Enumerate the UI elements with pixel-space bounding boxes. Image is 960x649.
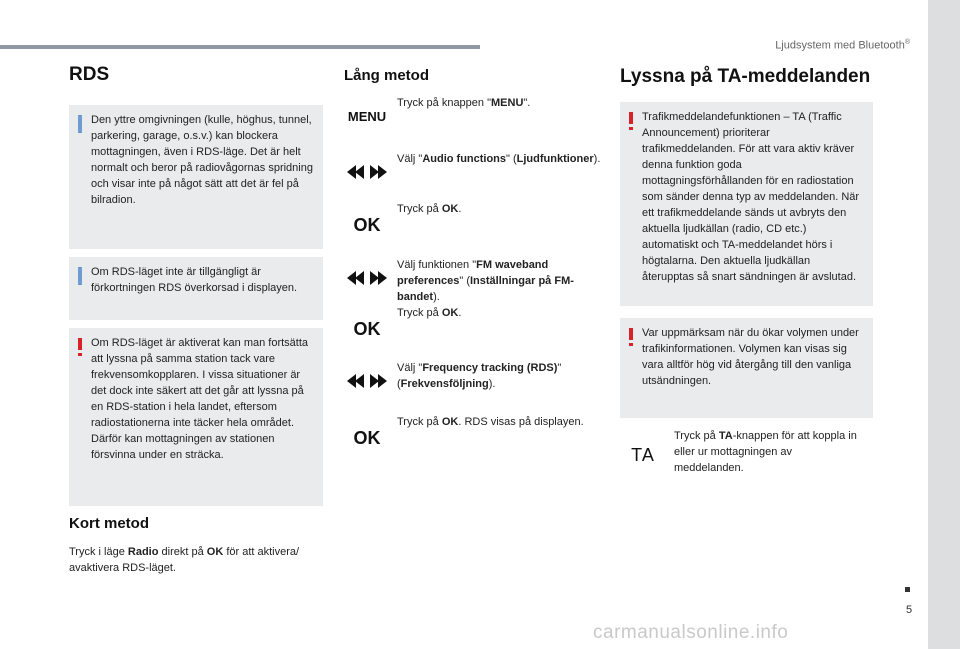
rds-heading: RDS bbox=[69, 64, 110, 85]
ta-heading: Lyssna på TA-meddelanden bbox=[620, 66, 871, 87]
lang-metod-heading: Lång metod bbox=[344, 67, 429, 84]
rds-info-box-1 bbox=[69, 105, 323, 249]
page-number: 5 bbox=[906, 604, 913, 616]
ta-key-icon: TA bbox=[631, 445, 655, 465]
step-menu bbox=[344, 95, 604, 145]
ta-warning-text-1: Trafikmeddelandefunktionen – TA (Traffic Announcement) prioriterar trafikmeddelanden. För att vara aktiv kräver denna funktion goda mottagningsförhållanden för en radiostation som sänder denna typ av meddelanden. När ett trafikmeddelande sänds ut avbryts den aktuella ljudkällan (radio, CD etc.) automatiskt och TA-meddelandet hörs i högtalarna. Den aktuella ljudkällan återupptas så snart sändningen är avslutad. bbox=[642, 111, 860, 283]
running-header: Ljudsystem med Bluetooth® bbox=[775, 39, 910, 52]
kort-metod-heading: Kort metod bbox=[69, 515, 149, 532]
rds-warning-box bbox=[69, 328, 323, 506]
step-text: Tryck på OK. bbox=[397, 203, 462, 215]
ta-warning-box-2 bbox=[620, 318, 873, 418]
menu-key-icon: MENU bbox=[347, 109, 387, 124]
info-icon bbox=[78, 115, 82, 133]
rds-warning-text: Om RDS-läget är aktiverat kan man fortsätta att lyssna på samma station tack vare frekvensomkopplaren. I vissa situationer är det dock inte säkert att det går att lyssna på en RDS-station i hela landet, eftersom radiostationerna inte täcker hela området. Därför kan mottagningen av stationen försvinna under en sträcka. bbox=[91, 337, 309, 461]
step-ok-1 bbox=[344, 201, 604, 251]
ta-warning-text-2: Var uppmärksam när du ökar volymen under trafikinformationen. Volymen kan visas sig vara alltför hög vid återgång till den vanliga utsändningen. bbox=[642, 327, 859, 387]
rds-info-text-1: Den yttre omgivningen (kulle, höghus, tunnel, parkering, garage, o.s.v.) kan blockera mottagningen, även i RDS-läge. Det är helt normalt och beror på radiovågornas spridning och visar inte på något sätt att det är fel på bilradion. bbox=[91, 114, 313, 206]
step-text: Välj funktionen "FM waveband preferences" (Inställningar på FM-bandet). bbox=[397, 259, 574, 303]
left-right-arrows-icon bbox=[344, 165, 390, 179]
step-text: Välj "Audio functions" (Ljudfunktioner). bbox=[397, 153, 601, 165]
step-fm-waveband bbox=[344, 257, 604, 307]
step-text: Tryck på OK. RDS visas på displayen. bbox=[397, 416, 584, 428]
ok-key-icon: OK bbox=[353, 428, 381, 448]
watermark: carmanualsonline.info bbox=[593, 622, 789, 643]
warning-icon bbox=[629, 328, 633, 346]
step-text: Tryck på OK. bbox=[397, 307, 462, 319]
warning-icon bbox=[78, 338, 82, 356]
step-text: Tryck på knappen "MENU". bbox=[397, 97, 531, 109]
page-marker bbox=[905, 587, 910, 592]
warning-icon bbox=[629, 112, 633, 130]
ta-step bbox=[620, 428, 873, 488]
step-frequency-tracking bbox=[344, 360, 604, 410]
ta-step-text: Tryck på TA-knappen för att koppla in eller ur mottagningen av meddelanden. bbox=[674, 430, 857, 474]
step-ok-3 bbox=[344, 414, 604, 464]
ok-key-icon: OK bbox=[353, 215, 381, 235]
info-icon bbox=[78, 267, 82, 285]
step-audio-functions bbox=[344, 151, 604, 201]
ta-warning-box-1 bbox=[620, 102, 873, 306]
kort-metod-text: Tryck i läge Radio direkt på OK för att aktivera/ avaktivera RDS-läget. bbox=[69, 546, 300, 574]
top-rule bbox=[0, 45, 480, 49]
left-right-arrows-icon bbox=[344, 271, 390, 285]
rds-info-box-2 bbox=[69, 257, 323, 320]
rds-info-text-2: Om RDS-läget inte är tillgängligt är förkortningen RDS överkorsad i displayen. bbox=[91, 266, 298, 294]
side-strip bbox=[928, 0, 960, 649]
step-ok-2 bbox=[344, 305, 604, 355]
left-right-arrows-icon bbox=[344, 374, 390, 388]
step-text: Välj "Frequency tracking (RDS)" (Frekvensföljning). bbox=[397, 362, 562, 390]
ok-key-icon: OK bbox=[353, 319, 381, 339]
